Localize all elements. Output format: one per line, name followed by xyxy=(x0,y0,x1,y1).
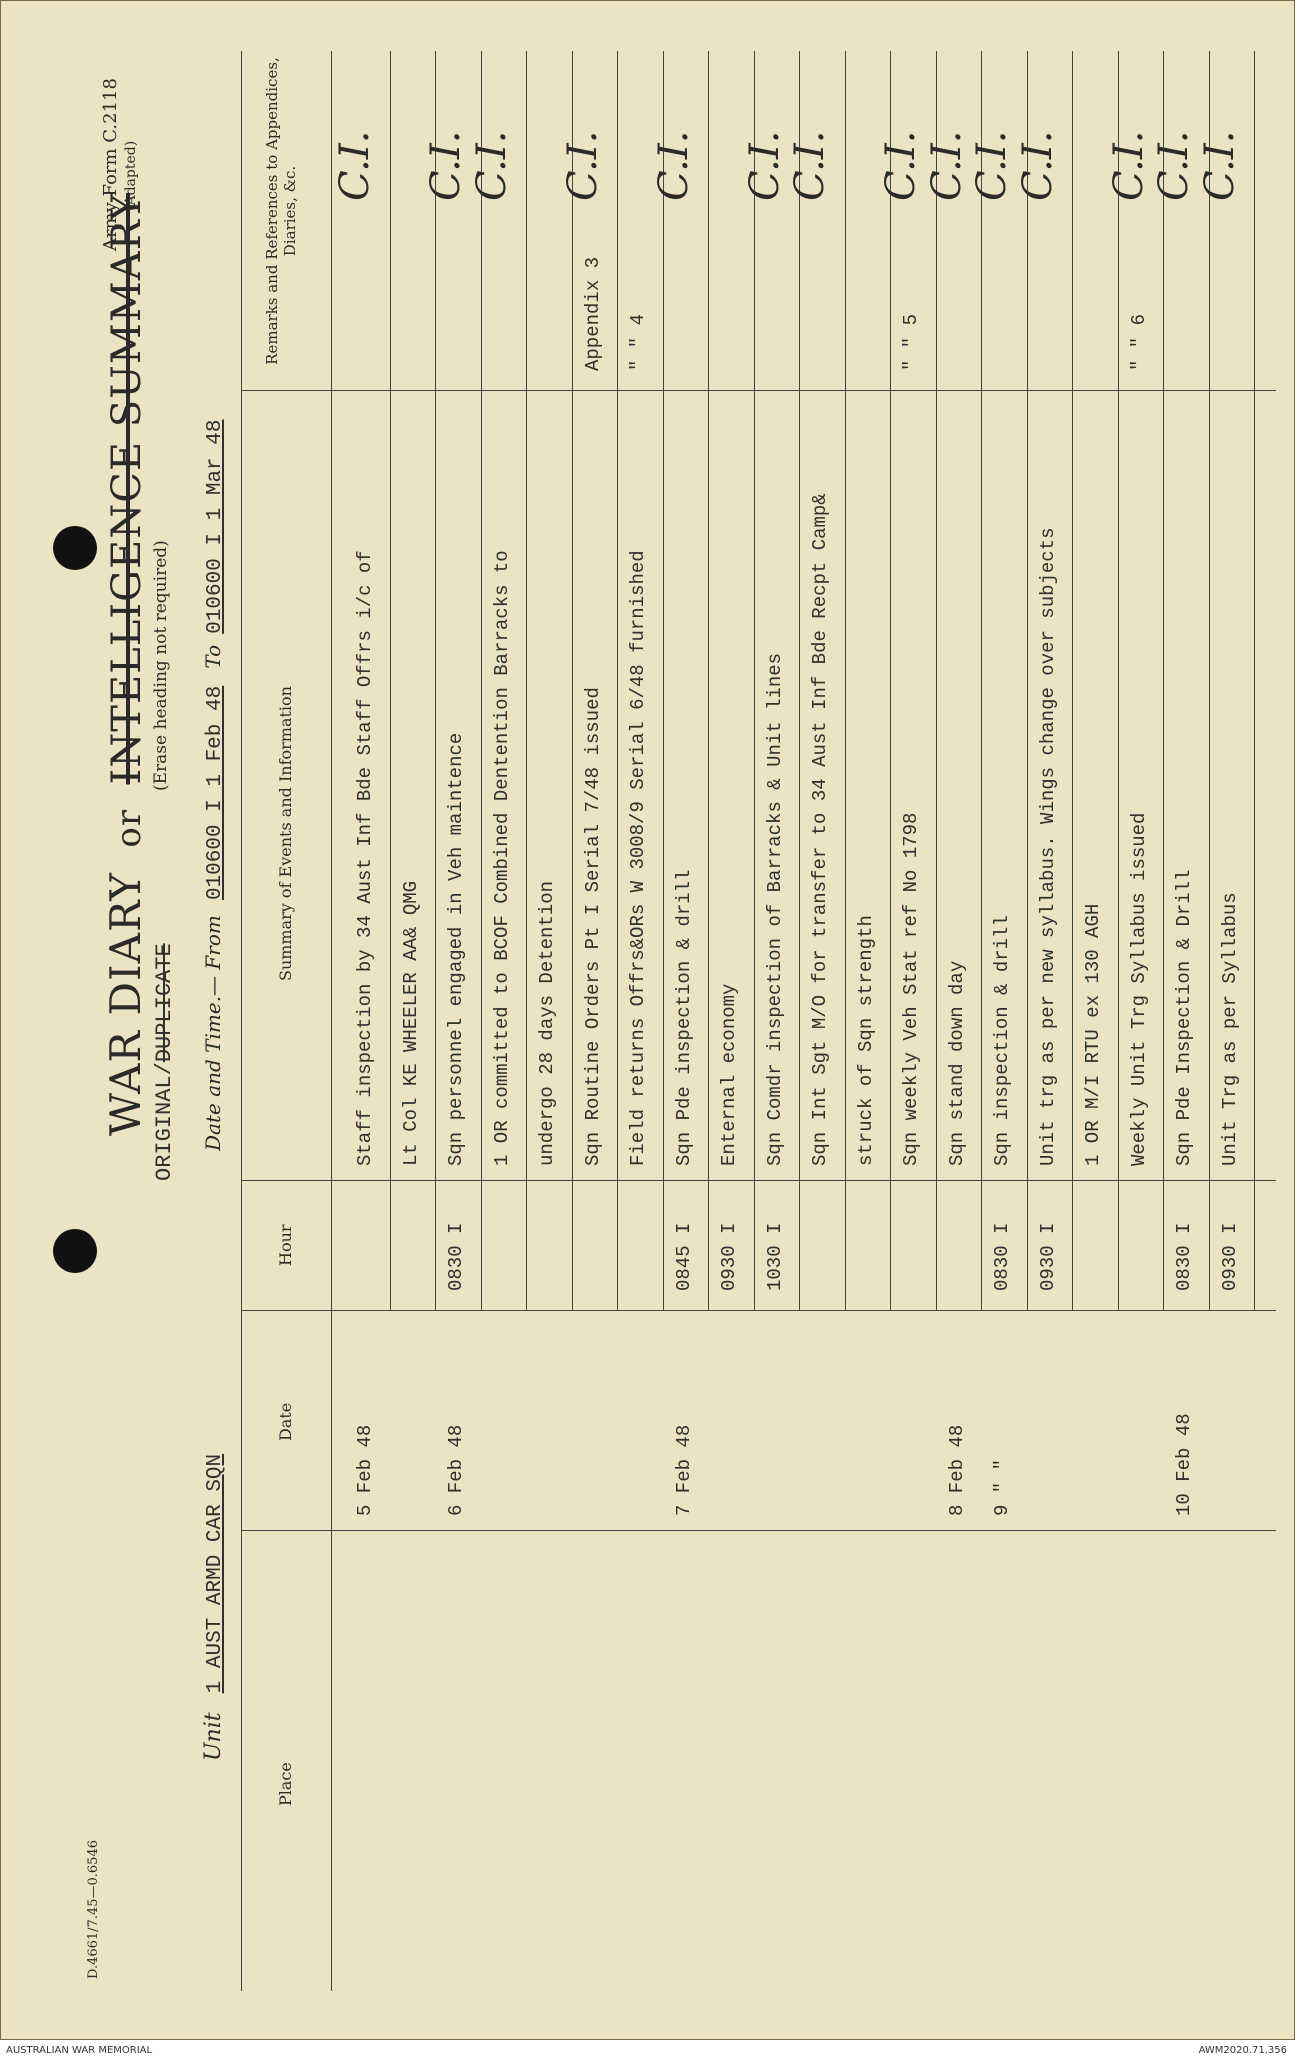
header-divider xyxy=(331,51,332,1991)
row-rule xyxy=(799,51,800,1311)
table-row xyxy=(559,1,620,2040)
entry-text: Weekly Unit Trg Syllabus issued xyxy=(1127,812,1150,1166)
entry-date: 5 Feb 48 xyxy=(354,1424,376,1516)
entry-hour: 0930 I xyxy=(1036,1222,1059,1291)
entry-initials: C.I. xyxy=(1196,130,1243,201)
entry-text: Unit trg as per new syllabus. Wings change over subjects xyxy=(1036,527,1059,1166)
duplicate-label: DUPLICATE xyxy=(152,943,177,1063)
entry-date: 8 Feb 48 xyxy=(945,1424,968,1516)
row-rule xyxy=(845,51,846,1311)
army-form xyxy=(101,78,141,251)
entry-text: 1 OR M/I RTU ex 130 AGH xyxy=(1082,903,1104,1166)
table-row xyxy=(392,1,438,2040)
entry-hour: 0830 I xyxy=(1173,1222,1195,1291)
table-row xyxy=(332,1,392,2040)
entry-text: Enternal economy xyxy=(718,983,740,1166)
entry-text: Sqn weekly Veh Stat ref No 1798 xyxy=(900,812,922,1166)
entry-date: 6 Feb 48 xyxy=(445,1424,467,1516)
col-header-place: Place xyxy=(276,1762,295,1806)
entry-hour: 0845 I xyxy=(672,1222,695,1291)
row-rule xyxy=(708,51,709,1311)
entry-initials: C.I. xyxy=(468,130,515,201)
row-rule xyxy=(1072,51,1073,1311)
unit-row xyxy=(201,1454,227,1761)
entry-initials: C.I. xyxy=(423,130,469,201)
entry-text: 1 OR committed to BCOF Combined Dentention Barracks to xyxy=(490,550,513,1166)
entry-text: Staff inspection by 34 Aust Inf Bde Staff Offrs i/c of xyxy=(354,550,376,1166)
date-time-label: Date and Time.— From xyxy=(201,915,225,1151)
row-rule xyxy=(754,51,755,1311)
entry-text: struck of Sqn strength xyxy=(854,915,877,1166)
entry-text: Sqn inspection & drill xyxy=(991,915,1013,1166)
row-rule xyxy=(435,51,436,1311)
archive-footer xyxy=(0,2043,1295,2061)
title-row xyxy=(101,193,150,1136)
entry-text: undergo 28 days Detention xyxy=(536,880,558,1166)
entry-initials: C.I. xyxy=(878,130,924,201)
entry-initials: C.I. xyxy=(969,130,1015,201)
rotated-form xyxy=(1,1,1295,2040)
entry-text: Sqn Comdr inspection of Barracks & Unit lines xyxy=(763,652,786,1166)
table-row xyxy=(619,1,665,2040)
entry-text: Sqn Pde inspection & drill xyxy=(672,869,695,1166)
row-rule xyxy=(1254,51,1255,1311)
entry-hour: 1030 I xyxy=(763,1222,786,1291)
table-row xyxy=(1196,1,1257,2040)
row-rule xyxy=(663,51,664,1311)
table-row xyxy=(969,1,1029,2040)
table-row xyxy=(710,1,756,2040)
entry-hour: 0930 I xyxy=(718,1222,740,1291)
footer-left: AUSTRALIAN WAR MEMORIAL xyxy=(6,2045,153,2056)
original-row xyxy=(151,943,177,1181)
entry-initials: C.I. xyxy=(332,130,378,201)
entry-text: Sqn Pde Inspection & Drill xyxy=(1173,869,1195,1166)
entry-initials: C.I. xyxy=(1105,130,1152,201)
unit-label: Unit xyxy=(201,1712,226,1761)
table-row xyxy=(1105,1,1166,2040)
table-row xyxy=(923,1,984,2040)
entry-initials: C.I. xyxy=(1151,130,1197,201)
row-rule xyxy=(981,51,982,1311)
army-form-adapted: (Adapted) xyxy=(123,140,139,211)
title-intel: INTELLIGENCE SUMMARY xyxy=(104,193,150,785)
entry-initials: C.I. xyxy=(787,130,833,201)
entry-initials: C.I. xyxy=(559,130,606,201)
row-rule xyxy=(936,51,937,1311)
entry-text: Field returns Offrs&ORs W 3008/9 Serial 6/48 furnished xyxy=(627,550,649,1166)
erase-note: (Erase heading not required) xyxy=(151,540,171,791)
entry-text: Sqn Int Sgt M/O for transfer to 34 Aust Inf Bde Recpt Camp& xyxy=(809,493,831,1166)
date-to-label: To xyxy=(201,644,225,669)
entry-date: 7 Feb 48 xyxy=(672,1424,695,1516)
entry-text: Unit Trg as per Syllabus xyxy=(1218,892,1241,1166)
date-from: 010600 I 1 Feb 48 xyxy=(204,685,227,901)
table-row xyxy=(787,1,847,2040)
entry-remark: " " 4 xyxy=(627,313,649,371)
row-rule xyxy=(526,51,527,1311)
army-form-number: Army Form C.2118 xyxy=(100,78,121,251)
table-row xyxy=(650,1,711,2040)
entry-date: 9 " " xyxy=(991,1458,1013,1516)
row-rule xyxy=(390,51,391,1311)
entry-date: 10 Feb 48 xyxy=(1173,1413,1195,1516)
col-header-remarks: Remarks and References to Appendices, Diaries, &c. xyxy=(263,57,299,365)
table-row xyxy=(878,1,938,2040)
original-label: ORIGINAL/ xyxy=(152,1062,177,1181)
entry-remark: " " 5 xyxy=(900,313,922,371)
entry-text: Sqn personnel engaged in Veh maintence xyxy=(445,732,467,1166)
entry-remark: Appendix 3 xyxy=(581,256,604,371)
date-time-row xyxy=(201,420,227,1151)
table-row xyxy=(468,1,529,2040)
table-top-border xyxy=(241,51,242,1991)
entry-text: Sqn stand down day xyxy=(945,960,968,1166)
row-rule xyxy=(572,51,573,1311)
print-code: D.4661/7.45—0.6546 xyxy=(86,1840,101,1979)
date-to: 010600 I 1 Mar 48 xyxy=(204,419,227,634)
entry-hour: 0830 I xyxy=(445,1222,467,1291)
entry-text: Sqn Routine Orders Pt I Serial 7/48 issued xyxy=(581,687,604,1166)
table-row xyxy=(423,1,483,2040)
row-rule xyxy=(1163,51,1164,1311)
table-row xyxy=(741,1,802,2040)
row-rule xyxy=(1209,51,1210,1311)
entry-remark: " " 6 xyxy=(1127,313,1150,371)
table-row xyxy=(1151,1,1211,2040)
title-war: WAR DIARY xyxy=(101,871,150,1136)
entry-text: Lt Col KE WHEELER AA& QMG xyxy=(399,880,422,1166)
table-row xyxy=(847,1,893,2040)
col-header-hour: Hour xyxy=(276,1224,295,1266)
table-row xyxy=(1014,1,1075,2040)
entry-initials: C.I. xyxy=(650,130,697,201)
entry-initials: C.I. xyxy=(1014,130,1061,201)
table-row xyxy=(1074,1,1120,2040)
col-header-summary: Summary of Events and Information xyxy=(276,686,295,981)
table-row xyxy=(528,1,574,2040)
entry-hour: 0930 I xyxy=(1218,1222,1241,1291)
row-rule xyxy=(617,51,618,1311)
row-rule xyxy=(481,51,482,1311)
col-header-date: Date xyxy=(276,1402,295,1441)
title-or: or xyxy=(109,808,149,848)
unit-value: 1 AUST ARMD CAR SQN xyxy=(204,1453,227,1694)
entry-initials: C.I. xyxy=(923,130,970,201)
footer-right: AWM2020.71.356 xyxy=(1198,2045,1287,2056)
row-rule xyxy=(1118,51,1119,1311)
entry-hour: 0830 I xyxy=(991,1222,1013,1291)
entry-initials: C.I. xyxy=(741,130,788,201)
row-rule xyxy=(1027,51,1028,1311)
row-rule xyxy=(890,51,891,1311)
